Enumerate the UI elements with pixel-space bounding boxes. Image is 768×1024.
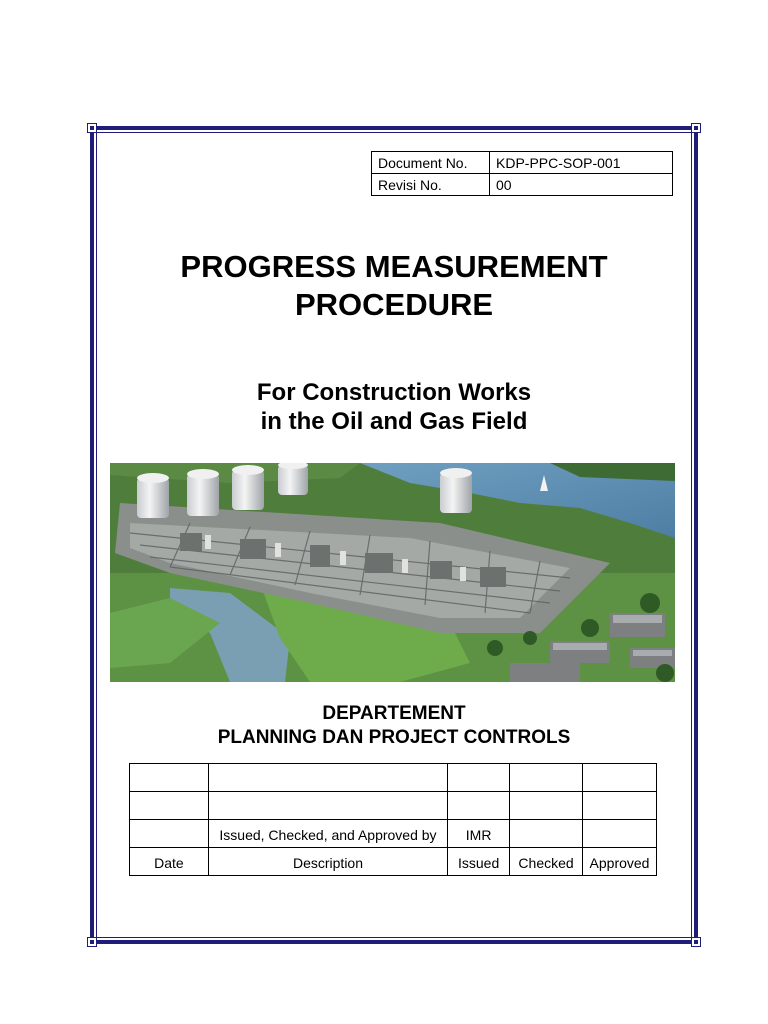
refinery-photo	[110, 463, 675, 682]
table-cell	[510, 764, 583, 792]
title-line-1: PROGRESS MEASUREMENT	[180, 249, 608, 284]
subtitle-line-2: in the Oil and Gas Field	[260, 408, 528, 435]
document-no-value: KDP-PPC-SOP-001	[490, 152, 673, 174]
header-checked: Checked	[510, 848, 583, 876]
table-cell	[583, 764, 657, 792]
revision-history-table	[129, 763, 657, 876]
revision-no-label: Revisi No.	[372, 174, 490, 196]
approval-description-cell: Issued, Checked, and Approved by	[208, 820, 447, 848]
document-subtitle	[96, 378, 692, 436]
department-heading	[96, 702, 692, 750]
issuer-cell: IMR	[448, 820, 510, 848]
revision-no-row	[372, 174, 673, 196]
border-corner-bottom-right	[691, 937, 701, 947]
table-cell	[448, 764, 510, 792]
header-description: Description	[208, 848, 447, 876]
table-cell	[208, 764, 447, 792]
document-no-label: Document No.	[372, 152, 490, 174]
header-date: Date	[130, 848, 209, 876]
table-row	[130, 820, 657, 848]
document-info-table	[371, 151, 673, 196]
border-corner-top-left	[87, 123, 97, 133]
table-cell	[510, 792, 583, 820]
table-row	[130, 792, 657, 820]
border-corner-bottom-left	[87, 937, 97, 947]
header-approved: Approved	[583, 848, 657, 876]
table-cell	[583, 820, 657, 848]
header-issued: Issued	[448, 848, 510, 876]
border-corner-top-right	[691, 123, 701, 133]
subtitle-line-1: For Construction Works	[256, 379, 532, 406]
table-cell	[583, 792, 657, 820]
table-row	[130, 764, 657, 792]
department-line-1: DEPARTEMENT	[322, 703, 466, 724]
document-title	[96, 248, 692, 324]
department-line-2: PLANNING DAN PROJECT CONTROLS	[217, 727, 571, 748]
table-cell	[208, 792, 447, 820]
table-cell	[448, 792, 510, 820]
table-cell	[130, 820, 209, 848]
table-cell	[130, 764, 209, 792]
table-header-row	[130, 848, 657, 876]
table-cell	[510, 820, 583, 848]
table-cell	[130, 792, 209, 820]
document-no-row	[372, 152, 673, 174]
title-line-2: PROCEDURE	[294, 287, 494, 322]
revision-no-value: 00	[490, 174, 673, 196]
